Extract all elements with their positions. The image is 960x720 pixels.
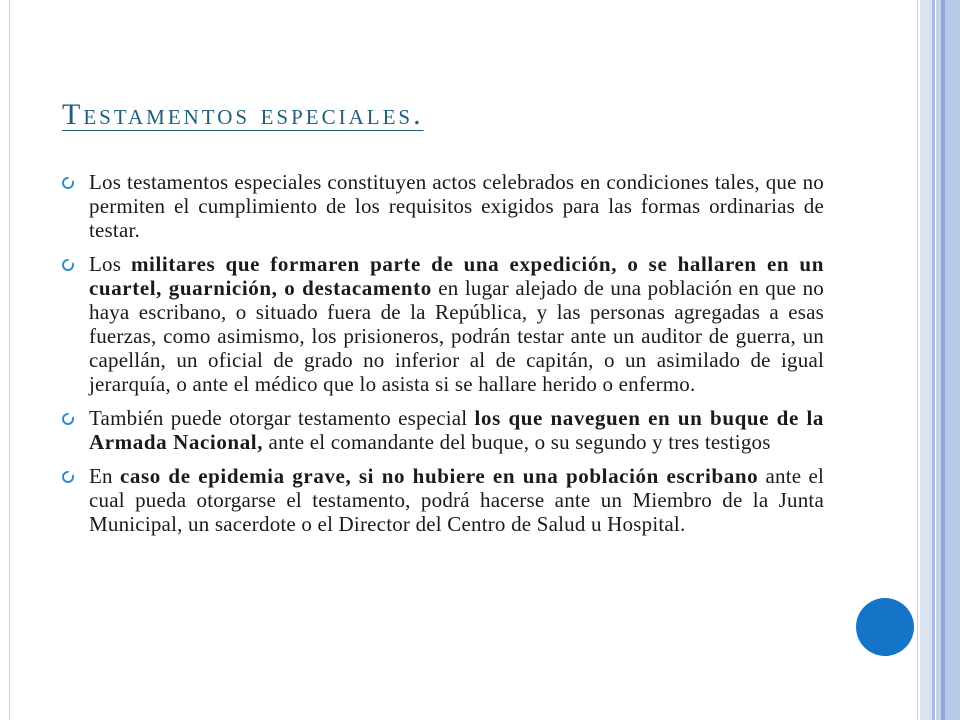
bullet-item	[62, 170, 824, 242]
decorative-circle	[856, 598, 914, 656]
bullet-text-bold: caso de epidemia grave, si no hubiere en una población escribano	[119, 464, 759, 488]
bullet-ring-icon	[62, 177, 74, 189]
slide-title	[62, 98, 424, 132]
bullet-text: en lugar alejado de una población en que no haya escribano, o situado fuera de la República, y las personas agregadas a esas fuerzas, como asimismo, los prisioneros, podrán testar ante un auditor de guerra, un capellán, un oficial de grado no inferior al de capitán, o un asimilado de igual jerarquía, o ante el médico que lo asista si se hallare herido o enfermo.	[89, 276, 824, 396]
bullet-text: ante el comandante del buque, o su segundo y tres testigos	[263, 430, 771, 454]
bullet-text: ante el cual pueda otorgarse el testamento, podrá hacerse ante un Miembro de la Junta Municipal, un sacerdote o el Director del Centro de Salud u Hospital.	[89, 464, 824, 536]
decorative-band	[920, 0, 932, 720]
bullet-item	[62, 464, 824, 536]
decorative-band	[945, 0, 960, 720]
bullet-ring-icon	[62, 259, 74, 271]
bullet-text-bold: militares que formaren parte de una expedición, o se hallaren en un cuartel, guarnición, o destacamento	[89, 252, 824, 300]
bullet-item	[62, 406, 824, 454]
slide-title-text: Testamentos especiales.	[62, 98, 424, 131]
bullet-text: Los	[89, 252, 131, 276]
bullet-text-bold: los que naveguen en un buque de la Armada Nacional,	[89, 406, 824, 454]
bullet-item	[62, 252, 824, 396]
bullet-text: Los testamentos especiales constituyen actos celebrados en condiciones tales, que no permiten el cumplimiento de los requisitos exigidos para las formas ordinarias de testar.	[89, 170, 824, 242]
decorative-band	[932, 0, 935, 720]
bullet-text: En	[89, 464, 120, 488]
bullet-ring-icon	[62, 471, 74, 483]
bullet-ring-icon	[62, 413, 74, 425]
bullet-text: También puede otorgar testamento especial	[89, 406, 475, 430]
bullet-list	[62, 170, 824, 546]
